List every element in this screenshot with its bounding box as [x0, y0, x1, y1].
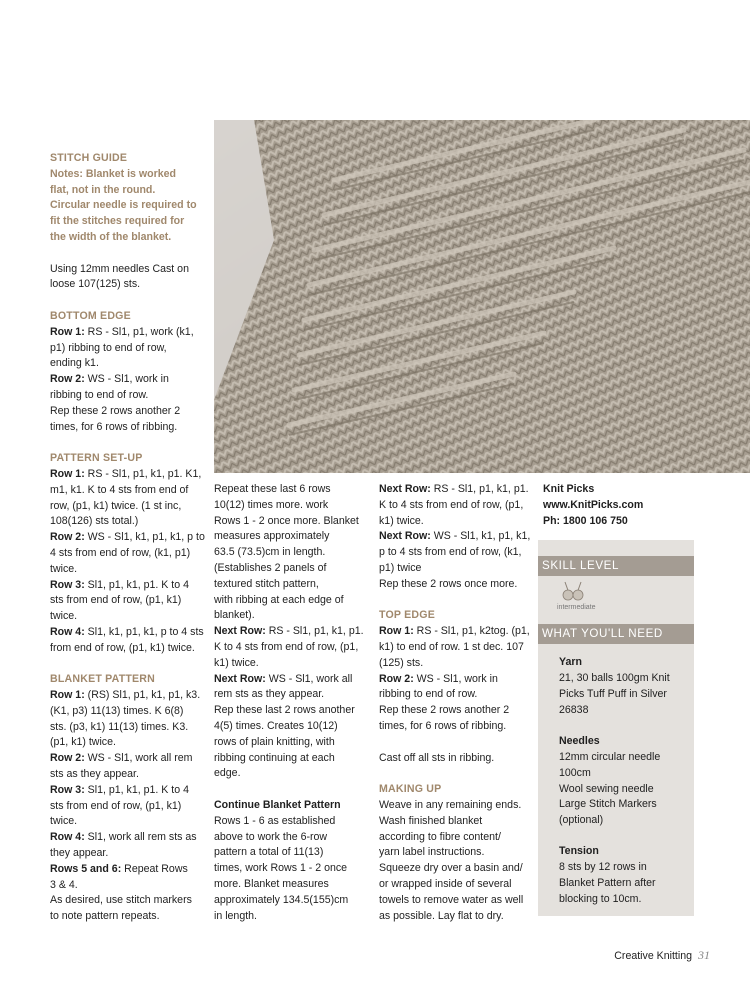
instruction-line: Repeat these last 6 rows [214, 483, 331, 495]
instruction-line: 10(12) times more. work [214, 498, 329, 511]
column-3 [379, 482, 539, 924]
instruction-line: m1, k1. K to 4 sts from end of [50, 483, 189, 496]
instruction-line [214, 672, 374, 688]
instruction-line: blanket). [214, 609, 255, 622]
instruction-line: to note pattern repeats. [50, 910, 160, 923]
instruction-text: Sl1, k1, p1, k1, p to 4 sts [84, 625, 204, 638]
supplier-name: Knit Picks [543, 483, 595, 495]
magazine-title: Creative Knitting [614, 950, 692, 962]
yarn-line: 26838 [559, 703, 589, 716]
note-line: Circular needle is required to [50, 199, 197, 212]
instruction-line: times, work Rows 1 - 2 once [214, 862, 348, 875]
row-label: Row 2: [50, 752, 85, 765]
yarn-line: 21, 30 balls 100gm Knit [559, 672, 670, 684]
instruction-line: sts from end of row, (p1, k1) [50, 799, 182, 812]
instruction-line [50, 751, 210, 767]
needles-line: (optional) [559, 814, 604, 827]
yarn-balls-icon [560, 580, 586, 602]
instruction-line: (K1, p3) 11(13) times. K 6(8) [50, 704, 184, 717]
instruction-line: textured stitch pattern, [214, 577, 319, 590]
instruction-text: RS - Sl1, p1, work (k1, [84, 325, 194, 338]
row-label: Row 2: [379, 672, 414, 685]
instruction-line: (Establishes 2 panels of [214, 561, 327, 574]
tension-line: blocking to 10cm. [559, 892, 642, 905]
row-label: Next Row: [379, 530, 431, 543]
instruction-line [50, 783, 210, 799]
needles-line: 12mm circular needle [559, 751, 661, 763]
instruction-line: twice. [50, 562, 78, 575]
instruction-line: or wrapped inside of several [379, 877, 512, 890]
row-label: Row 1: [50, 689, 85, 702]
supplier-info [543, 482, 703, 529]
instruction-line: above to work the 6-row [214, 830, 328, 843]
instruction-line: As desired, use stitch markers [50, 894, 192, 907]
skill-level-heading: SKILL LEVEL [538, 556, 694, 576]
what-you-need-heading: WHAT YOU'LL NEED [538, 624, 694, 644]
instruction-line [50, 830, 210, 846]
instruction-line: ribbing to end of row. [50, 388, 149, 401]
cast-off-line: Cast off all sts in ribbing. [379, 751, 495, 764]
instruction-line: 108(126) sts total.) [50, 515, 139, 528]
top-edge-heading: TOP EDGE [379, 609, 435, 622]
instruction-line: p1) ribbing to end of row, [50, 341, 167, 354]
tension-heading: Tension [559, 845, 599, 857]
instruction-line [50, 530, 210, 546]
row-label: Row 1: [379, 625, 414, 638]
bottom-edge-heading: BOTTOM EDGE [50, 309, 131, 322]
instruction-line: 4 sts from end of row, (k1, p1) [50, 546, 191, 559]
instruction-line [379, 624, 539, 640]
needles-line: Wool sewing needle [559, 782, 654, 795]
instruction-text: WS - Sl1, k1, p1, k1, p to [84, 531, 205, 544]
instruction-line: they appear. [50, 847, 109, 860]
row-label: Row 1: [50, 325, 85, 338]
instruction-line: K to 4 sts from end of row, (p1, [379, 498, 524, 511]
column-1 [50, 151, 210, 925]
instruction-line: (p1, k1) twice. [50, 736, 116, 749]
note-line: the width of the blanket. [50, 230, 172, 243]
instruction-line: more. Blanket measures [214, 877, 329, 890]
needles-details [559, 750, 689, 829]
instruction-line [379, 672, 539, 688]
row-label: Row 3: [50, 783, 85, 796]
cast-on-line: loose 107(125) sts. [50, 278, 141, 291]
row-label: Row 1: [50, 467, 85, 480]
instruction-text: RS - Sl1, p1, k2tog. (p1, [413, 625, 530, 638]
instruction-line: Squeeze dry over a basin and/ [379, 862, 523, 875]
instruction-line: K to 4 sts from end of row, (p1, [214, 640, 359, 653]
instruction-line: sts as they appear. [50, 768, 139, 781]
instruction-line: k1) twice. [214, 656, 259, 669]
instruction-line: Weave in any remaining ends. [379, 798, 522, 811]
instruction-line: yarn label instructions. [379, 846, 485, 859]
stitch-guide-heading: STITCH GUIDE [50, 152, 128, 164]
page-number: 31 [698, 948, 710, 962]
page-footer [614, 948, 710, 965]
instruction-text: WS - Sl1, work all [265, 672, 353, 685]
cast-on-line: Using 12mm needles Cast on [50, 262, 189, 275]
instruction-text: WS - Sl1, work all rem [84, 752, 193, 765]
column-2 [214, 482, 374, 924]
row-label: Row 2: [50, 531, 85, 544]
blanket-texture-illustration [214, 120, 750, 473]
instruction-line: with ribbing at each edge of [214, 593, 344, 606]
knitted-blanket-photo [214, 120, 750, 473]
needles-line: Large Stitch Markers [559, 798, 657, 811]
row-label: Next Row: [379, 483, 431, 495]
tension-details [559, 860, 689, 907]
instruction-line: (125) sts. [379, 656, 424, 669]
instruction-line: sts from end of row, (p1, k1) [50, 594, 182, 607]
tension-line: 8 sts by 12 rows in [559, 861, 647, 873]
note-line: Notes: Blanket is worked [50, 167, 176, 180]
instruction-line: ribbing continuing at each [214, 751, 335, 764]
instruction-line: times, for 6 rows of ribbing. [50, 420, 178, 433]
yarn-details [559, 671, 689, 718]
instruction-line [50, 372, 210, 388]
row-label: Row 4: [50, 831, 85, 844]
instruction-line: k1) to end of row. 1 st dec. 107 [379, 640, 524, 653]
instruction-line [50, 688, 210, 704]
blanket-pattern-heading: BLANKET PATTERN [50, 673, 156, 686]
instruction-line: sts. (p3, k1) 11(13) times. K3. [50, 720, 189, 733]
instruction-line: Rep these last 2 rows another [214, 704, 355, 717]
instruction-text: Sl1, work all rem sts as [84, 831, 197, 844]
instruction-text: WS - Sl1, work in [413, 672, 498, 685]
instruction-line: k1) twice. [379, 514, 424, 527]
instruction-text: RS - Sl1, p1, k1, p1. [265, 625, 364, 638]
instruction-line: Rep these 2 rows another 2 [379, 704, 510, 717]
instruction-text: Sl1, p1, k1, p1. K to 4 [84, 783, 189, 796]
instruction-line: 63.5 (73.5)cm in length. [214, 546, 326, 559]
instruction-line: twice. [50, 610, 78, 623]
continue-heading: Continue Blanket Pattern [214, 798, 341, 811]
instruction-line: edge. [214, 767, 241, 780]
note-line: flat, not in the round. [50, 183, 156, 196]
instruction-line: in length. [214, 909, 257, 922]
instruction-text: RS - Sl1, p1, k1, p1. [430, 483, 529, 495]
instruction-line: ribbing to end of row. [379, 688, 478, 701]
instruction-text: Repeat Rows [121, 862, 188, 875]
instruction-line [50, 578, 210, 594]
instruction-line: ending k1. [50, 357, 99, 370]
skill-level-value: intermediate [557, 604, 596, 611]
instruction-text: Sl1, p1, k1, p1. K to 4 [84, 578, 189, 591]
instruction-line [50, 625, 210, 641]
instruction-line: pattern a total of 11(13) [214, 846, 324, 859]
instruction-line: from end of row, (p1, k1) twice. [50, 641, 195, 654]
instruction-line: Rows 1 - 6 as established [214, 814, 336, 827]
instruction-line: approximately 134.5(155)cm [214, 893, 349, 906]
row-label: Row 3: [50, 578, 85, 591]
tension-line: Blanket Pattern after [559, 876, 656, 889]
instruction-line: 4(5) times. Creates 10(12) [214, 719, 338, 732]
row-label: Next Row: [214, 672, 266, 685]
instruction-line: measures approximately [214, 530, 330, 543]
instruction-text: WS - Sl1, k1, p1, k1, [430, 530, 531, 543]
instruction-line: p to 4 sts from end of row, (k1, [379, 546, 522, 559]
needles-heading: Needles [559, 735, 600, 747]
row-label: Rows 5 and 6: [50, 862, 122, 875]
instruction-line: towels to remove water as well [379, 893, 524, 906]
instruction-line: rem sts as they appear. [214, 688, 325, 701]
instruction-line [50, 325, 210, 341]
instruction-line: Rep these 2 rows once more. [379, 577, 518, 590]
instruction-line: according to fibre content/ [379, 830, 501, 843]
supplier-phone: Ph: 1800 106 750 [543, 514, 628, 527]
instruction-line: Wash finished blanket [379, 814, 483, 827]
instruction-line: 3 & 4. [50, 878, 78, 891]
supplier-web: www.KnitPicks.com [543, 498, 644, 511]
row-label: Row 4: [50, 625, 85, 638]
instruction-line: p1) twice [379, 561, 422, 574]
instruction-line: times, for 6 rows of ribbing. [379, 719, 507, 732]
needles-line: 100cm [559, 766, 591, 779]
instruction-line [379, 529, 539, 545]
yarn-line: Picks Tuff Puff in Silver [559, 687, 667, 700]
instruction-text: (RS) Sl1, p1, k1, p1, k3. [84, 689, 201, 702]
instruction-line: row, (p1, k1) twice. (1 st inc, [50, 499, 182, 512]
instruction-text: WS - Sl1, work in [84, 373, 169, 386]
making-up-heading: MAKING UP [379, 783, 442, 796]
note-line: fit the stitches required for [50, 215, 185, 228]
instruction-line: as possible. Lay flat to dry. [379, 909, 504, 922]
row-label: Next Row: [214, 625, 266, 638]
row-label: Row 2: [50, 373, 85, 386]
instruction-line [379, 482, 539, 498]
instruction-text: RS - Sl1, p1, k1, p1. K1, [84, 467, 202, 480]
instruction-line: Rows 1 - 2 once more. Blanket [214, 514, 359, 527]
instruction-line [214, 624, 374, 640]
instruction-line [50, 862, 210, 878]
instruction-line [50, 467, 210, 483]
instruction-line: Rep these 2 rows another 2 [50, 404, 181, 417]
yarn-heading: Yarn [559, 656, 582, 668]
instruction-line: rows of plain knitting, with [214, 735, 335, 748]
instruction-line: twice. [50, 815, 78, 828]
pattern-setup-heading: PATTERN SET-UP [50, 452, 143, 465]
